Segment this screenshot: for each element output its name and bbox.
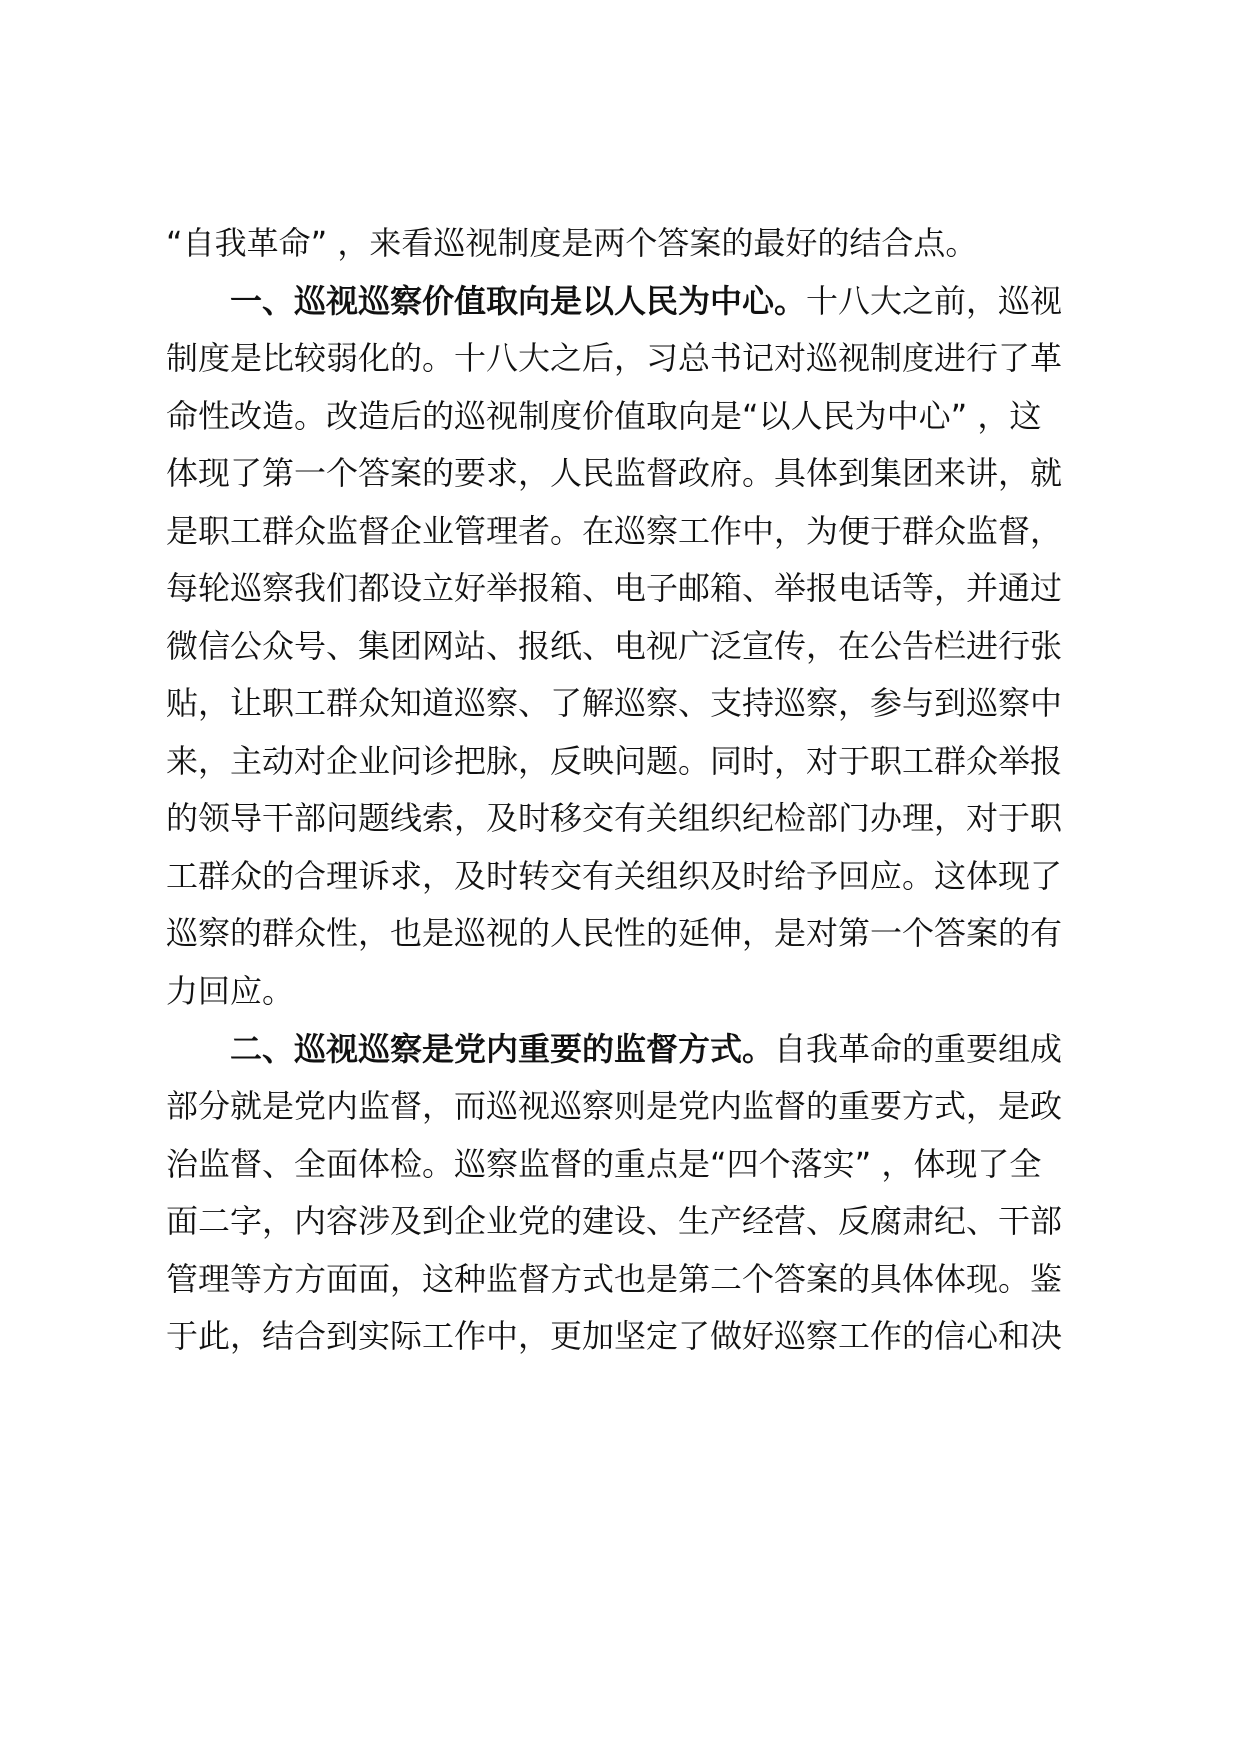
body-text: 自我革命的重要组成 bbox=[774, 1030, 1063, 1068]
body-text-line: 管理等方方面面，这种监督方式也是第二个答案的具体体现。鉴 bbox=[166, 1260, 1063, 1298]
section-heading: 一、巡视巡察价值取向是以人民为中心。 bbox=[230, 282, 807, 320]
body-text-line: 是职工群众监督企业管理者。在巡察工作中，为便于群众监督， bbox=[166, 512, 1063, 550]
body-text-line: 部分就是党内监督，而巡视巡察则是党内监督的重要方式，是政 bbox=[166, 1087, 1063, 1125]
body-text-line: 治监督、全面体检。巡察监督的重点是“四个落实” ，体现了全 bbox=[166, 1145, 1042, 1183]
body-text-line: 工群众的合理诉求，及时转交有关组织及时给予回应。这体现了 bbox=[166, 857, 1063, 895]
section-heading: 二、巡视巡察是党内重要的监督方式。 bbox=[230, 1030, 775, 1068]
body-text-line: 贴，让职工群众知道巡察、了解巡察、支持巡察，参与到巡察中 bbox=[166, 684, 1063, 722]
body-text-line: 面二字，内容涉及到企业党的建设、生产经营、反腐肃纪、干部 bbox=[166, 1202, 1063, 1240]
body-text-line: 微信公众号、集团网站、报纸、电视广泛宣传，在公告栏进行张 bbox=[166, 627, 1063, 665]
body-text-line: “自我革命” ，来看巡视制度是两个答案的最好的结合点。 bbox=[166, 224, 978, 262]
body-text: 十八大之前，巡视 bbox=[806, 282, 1063, 320]
body-text-line: 命性改造。改造后的巡视制度价值取向是“以人民为中心” ，这 bbox=[166, 397, 1042, 435]
body-text-line: 来，主动对企业问诊把脉，反映问题。同时，对于职工群众举报 bbox=[166, 742, 1063, 780]
body-text-line: 制度是比较弱化的。十八大之后，习总书记对巡视制度进行了革 bbox=[166, 339, 1063, 377]
body-text-line: 力回应。 bbox=[166, 972, 295, 1010]
section-heading-line bbox=[230, 1029, 1100, 1069]
body-text-line: 每轮巡察我们都设立好举报箱、电子邮箱、举报电话等，并通过 bbox=[166, 569, 1063, 607]
section-heading-line bbox=[230, 281, 1100, 321]
body-text-line: 于此，结合到实际工作中，更加坚定了做好巡察工作的信心和决 bbox=[166, 1317, 1063, 1355]
body-text-line: 的领导干部问题线索，及时移交有关组织纪检部门办理，对于职 bbox=[166, 799, 1063, 837]
body-text-line: 巡察的群众性，也是巡视的人民性的延伸，是对第一个答案的有 bbox=[166, 914, 1063, 952]
body-text-line: 体现了第一个答案的要求，人民监督政府。具体到集团来讲，就 bbox=[166, 454, 1063, 492]
